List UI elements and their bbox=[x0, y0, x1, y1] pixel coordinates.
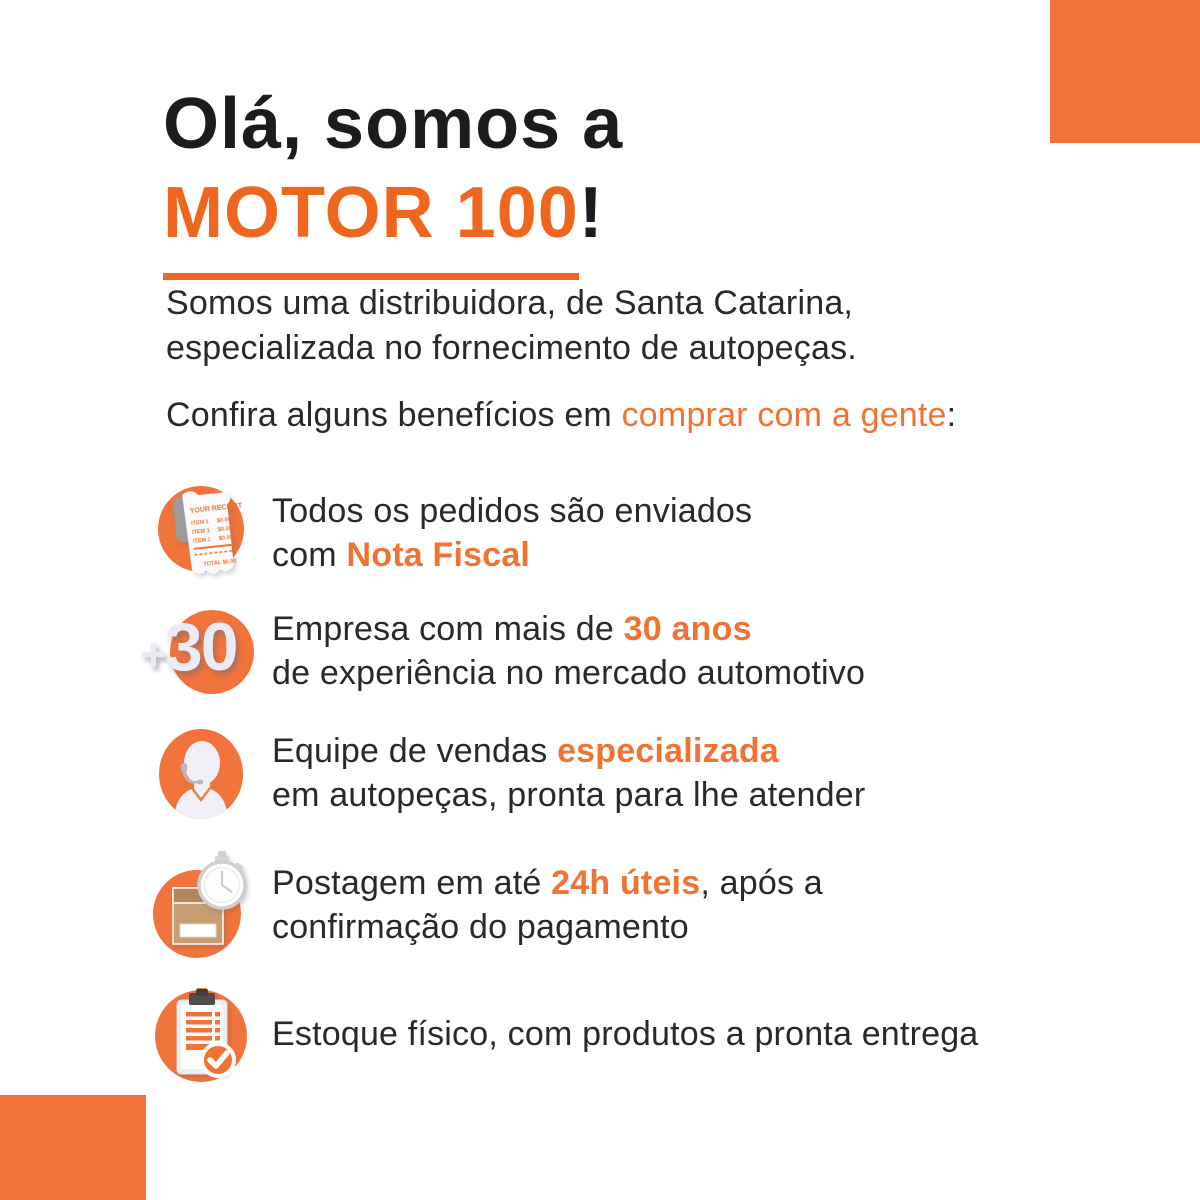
benefit-icon-col bbox=[148, 727, 254, 821]
brand-name: MOTOR 100 bbox=[163, 169, 579, 279]
benefit-text bbox=[272, 730, 865, 818]
page-title bbox=[163, 80, 623, 280]
intro-line-1: Somos uma distribuidora, de Santa Catarina, bbox=[166, 284, 854, 322]
receipt-header-text: YOUR RECEIPT bbox=[189, 502, 243, 516]
intro-paragraph bbox=[166, 281, 857, 371]
benefits-heading-highlight: comprar com a gente bbox=[621, 396, 947, 434]
svg-text:ITEM 1: ITEM 1 bbox=[190, 519, 210, 527]
benefit-icon-col bbox=[148, 848, 254, 964]
title-exclamation: ! bbox=[578, 173, 604, 254]
benefit-item-postagem bbox=[148, 845, 823, 967]
benefit-item-nota-fiscal bbox=[148, 478, 752, 590]
benefits-heading-prefix: Confira alguns benefícios em bbox=[166, 396, 622, 434]
benefit-line: Estoque físico, com produtos a pronta entrega bbox=[272, 1015, 979, 1054]
decor-square-bottom-left bbox=[0, 1095, 146, 1200]
svg-text:$0.00: $0.00 bbox=[217, 525, 233, 534]
benefit-item-30-anos bbox=[140, 600, 866, 704]
plus-30-icon bbox=[140, 602, 254, 702]
benefits-heading bbox=[166, 396, 956, 435]
receipt-icon bbox=[152, 481, 250, 587]
benefit-line: com Nota Fiscal bbox=[272, 536, 531, 574]
svg-text:ITEM 1: ITEM 1 bbox=[191, 528, 211, 536]
benefit-line: Empresa com mais de 30 anos bbox=[272, 610, 752, 649]
benefit-text bbox=[272, 490, 752, 578]
benefit-item-estoque bbox=[148, 980, 978, 1090]
support-agent-icon bbox=[156, 727, 246, 821]
benefit-line: de experiência no mercado automotivo bbox=[272, 654, 866, 692]
benefit-item-equipe bbox=[148, 724, 865, 824]
benefit-text bbox=[272, 862, 823, 950]
title-greeting: Olá, somos a bbox=[163, 84, 624, 164]
benefit-icon-col bbox=[140, 602, 254, 702]
clipboard-check-icon bbox=[150, 980, 252, 1090]
benefit-line: confirmação do pagamento bbox=[272, 908, 689, 946]
svg-text:$0.00: $0.00 bbox=[218, 534, 233, 543]
package-stopwatch-icon bbox=[147, 848, 255, 964]
intro-line-2: especializada no fornecimento de autopeças. bbox=[166, 328, 857, 367]
benefit-icon-col bbox=[148, 481, 254, 587]
benefit-line: Postagem em até 24h úteis, após a bbox=[272, 864, 823, 903]
benefit-text bbox=[272, 1013, 978, 1057]
benefit-icon-col bbox=[148, 980, 254, 1090]
decor-square-top-right bbox=[1050, 0, 1200, 143]
benefit-text bbox=[272, 608, 865, 696]
benefits-heading-suffix: : bbox=[946, 396, 957, 434]
benefit-line: Equipe de vendas especializada bbox=[272, 732, 779, 771]
benefit-line: Todos os pedidos são enviados bbox=[272, 492, 753, 531]
svg-text:ITEM 1: ITEM 1 bbox=[192, 537, 212, 545]
benefit-line: em autopeças, pronta para lhe atender bbox=[272, 776, 866, 814]
plus-30-label: +30 bbox=[140, 609, 237, 685]
svg-text:$0.00: $0.00 bbox=[216, 516, 232, 525]
svg-text:TOTAL $0.00: TOTAL $0.00 bbox=[203, 558, 237, 568]
